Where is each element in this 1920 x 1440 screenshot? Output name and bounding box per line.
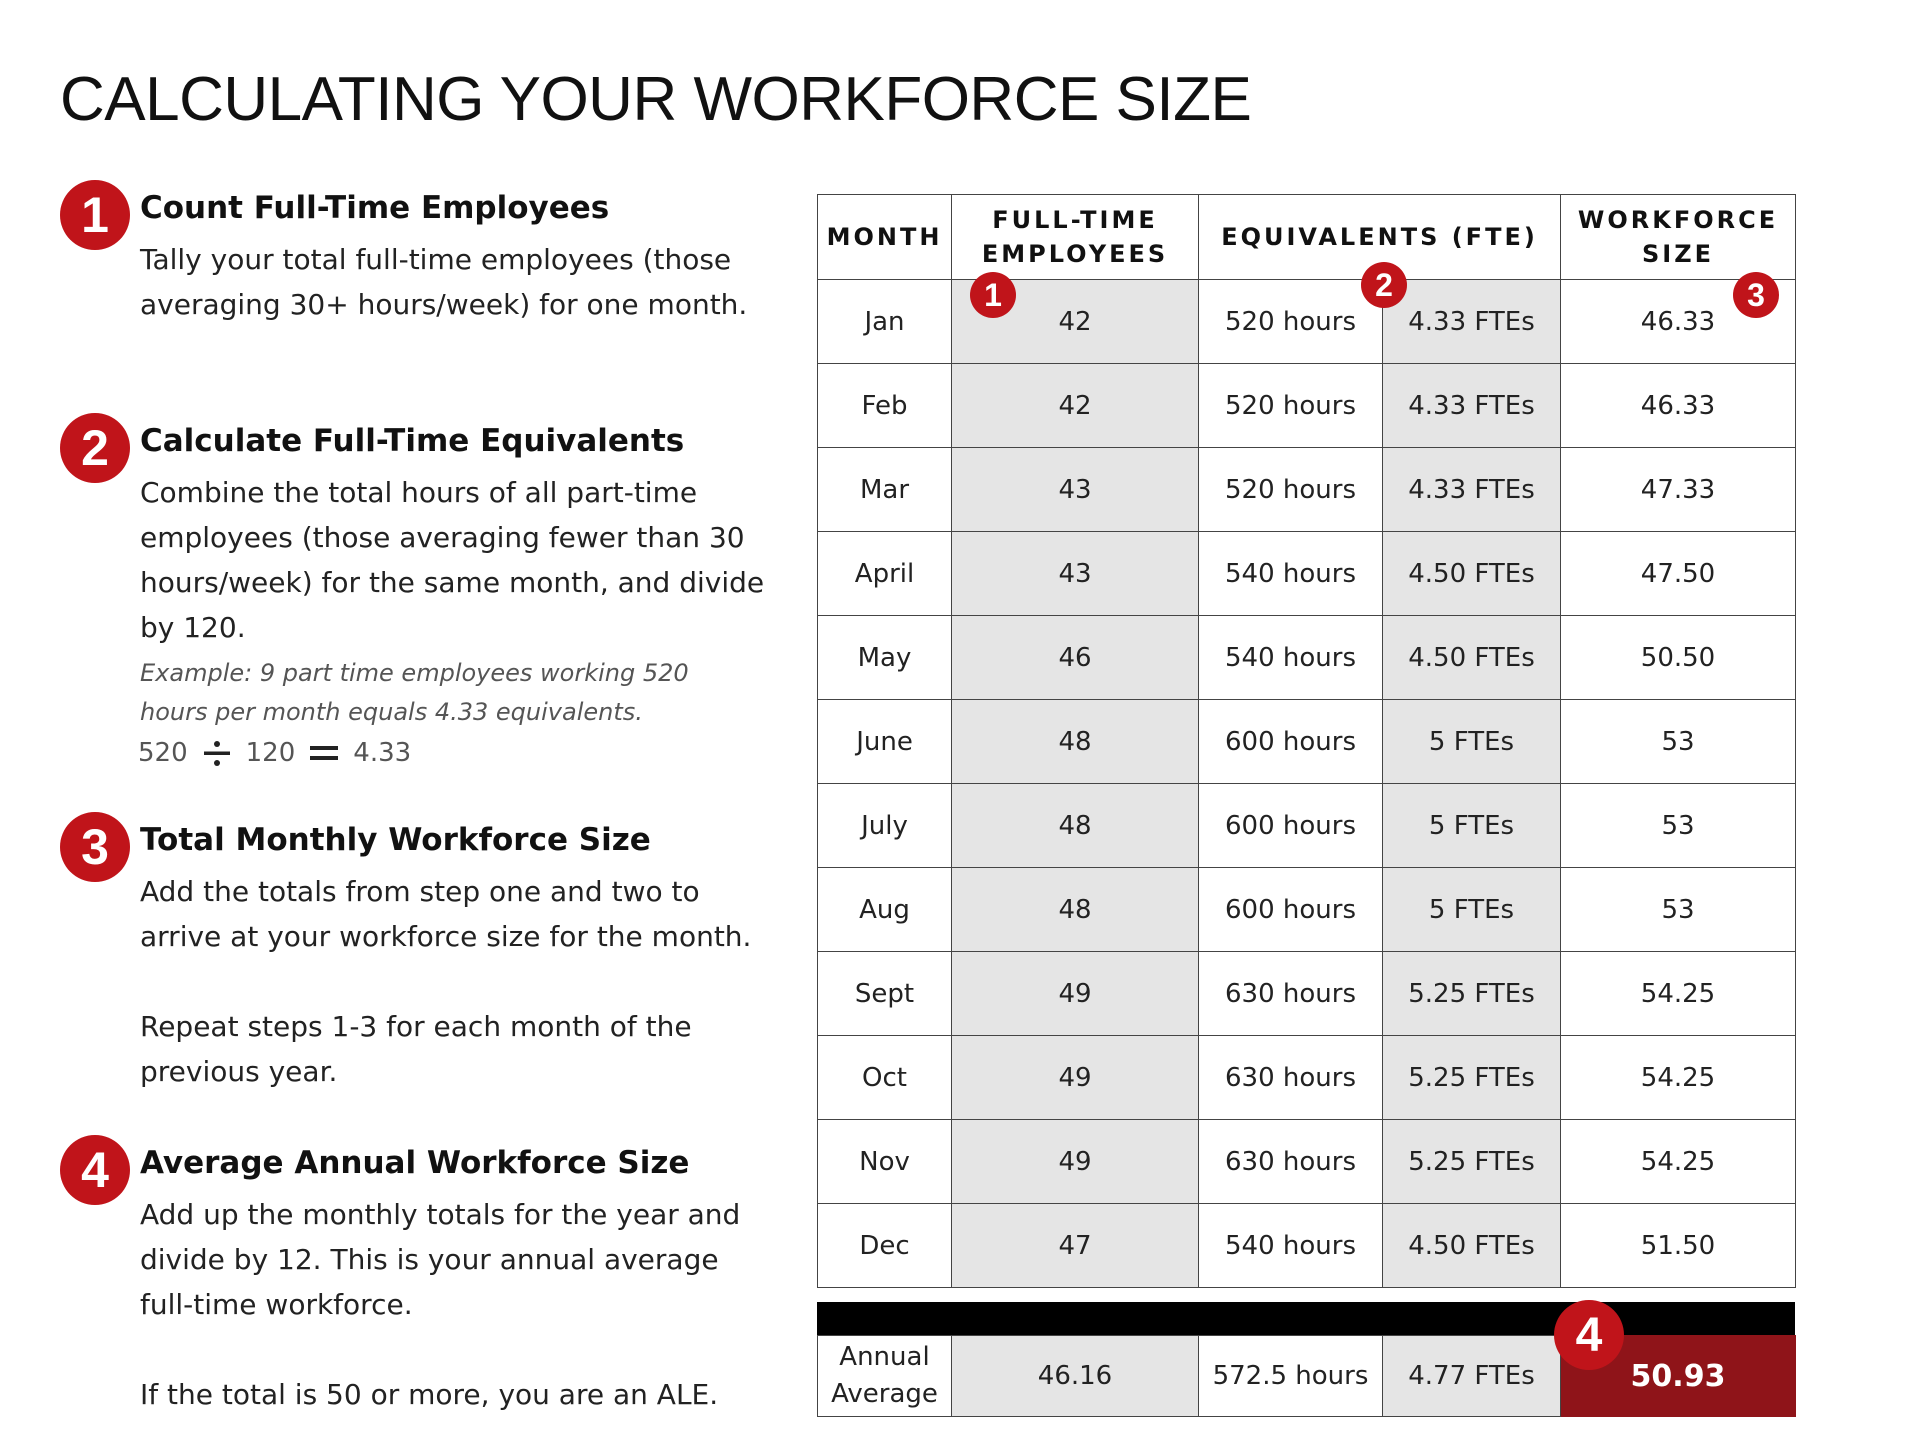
step-paragraph: Add up the monthly totals for the year and divide by 12. This is your annual average full-time workforce. bbox=[140, 1198, 741, 1322]
annual-average-row bbox=[818, 1336, 1796, 1417]
workforce-size-cell: 54.25 bbox=[1561, 952, 1796, 1036]
step-paragraph: Tally your total full-time employees (those averaging 30+ hours/week) for one month. bbox=[140, 243, 748, 322]
header-full-time-employees: FULL-TIME EMPLOYEES bbox=[952, 195, 1199, 280]
marker-badge-1: 1 bbox=[970, 272, 1016, 318]
fte-cell: 5.25 FTEs bbox=[1383, 952, 1561, 1036]
header-equivalents: EQUIVALENTS (FTE) bbox=[1199, 195, 1561, 280]
workforce-size-cell: 46.33 bbox=[1561, 364, 1796, 448]
hours-cell: 520 hours bbox=[1199, 280, 1383, 364]
annual-average-table bbox=[817, 1335, 1796, 1417]
full-time-cell: 49 bbox=[952, 1120, 1199, 1204]
table-row bbox=[818, 1120, 1796, 1204]
fte-cell: 5.25 FTEs bbox=[1383, 1036, 1561, 1120]
step-number-badge: 2 bbox=[60, 413, 130, 483]
hours-cell: 540 hours bbox=[1199, 532, 1383, 616]
step-2 bbox=[60, 413, 780, 768]
workforce-size-cell: 47.33 bbox=[1561, 448, 1796, 532]
full-time-cell: 48 bbox=[952, 700, 1199, 784]
table-row bbox=[818, 532, 1796, 616]
fte-cell: 5 FTEs bbox=[1383, 784, 1561, 868]
fte-cell: 5 FTEs bbox=[1383, 700, 1561, 784]
annual-workforce-size: 50.93 bbox=[1561, 1336, 1796, 1417]
full-time-cell: 49 bbox=[952, 952, 1199, 1036]
step-paragraph: Repeat steps 1-3 for each month of the previous year. bbox=[140, 1010, 692, 1089]
fte-cell: 4.33 FTEs bbox=[1383, 280, 1561, 364]
step-4 bbox=[60, 1135, 780, 1417]
month-cell: Sept bbox=[818, 952, 952, 1036]
step-number-badge: 1 bbox=[60, 180, 130, 250]
annual-average-label: Annual Average bbox=[818, 1336, 952, 1417]
hours-cell: 540 hours bbox=[1199, 1204, 1383, 1288]
table-header-row bbox=[818, 195, 1796, 280]
step-1 bbox=[60, 180, 780, 327]
annual-ftes: 4.77 FTEs bbox=[1383, 1336, 1561, 1417]
formula-dividend: 520 bbox=[138, 738, 188, 769]
hours-cell: 630 hours bbox=[1199, 1120, 1383, 1204]
divide-icon bbox=[202, 738, 232, 768]
table-row bbox=[818, 868, 1796, 952]
month-cell: July bbox=[818, 784, 952, 868]
formula bbox=[138, 738, 780, 768]
table-row bbox=[818, 1204, 1796, 1288]
step-heading: Calculate Full-Time Equivalents bbox=[140, 423, 685, 459]
fte-cell: 4.50 FTEs bbox=[1383, 532, 1561, 616]
step-3 bbox=[60, 812, 780, 1094]
hours-cell: 540 hours bbox=[1199, 616, 1383, 700]
full-time-cell: 42 bbox=[952, 364, 1199, 448]
step-description bbox=[140, 869, 780, 1094]
step-heading: Total Monthly Workforce Size bbox=[140, 822, 651, 858]
table-row bbox=[818, 280, 1796, 364]
month-cell: May bbox=[818, 616, 952, 700]
month-cell: Oct bbox=[818, 1036, 952, 1120]
month-cell: Mar bbox=[818, 448, 952, 532]
hours-cell: 520 hours bbox=[1199, 364, 1383, 448]
table-row bbox=[818, 364, 1796, 448]
fte-cell: 4.33 FTEs bbox=[1383, 364, 1561, 448]
full-time-cell: 48 bbox=[952, 784, 1199, 868]
hours-cell: 630 hours bbox=[1199, 952, 1383, 1036]
full-time-cell: 42 bbox=[952, 280, 1199, 364]
page-title: CALCULATING YOUR WORKFORCE SIZE bbox=[60, 65, 1252, 134]
month-cell: Dec bbox=[818, 1204, 952, 1288]
hours-cell: 520 hours bbox=[1199, 448, 1383, 532]
example-note: Example: 9 part time employees working 520 hours per month equals 4.33 equivalents. bbox=[140, 659, 689, 727]
workforce-size-cell: 53 bbox=[1561, 700, 1796, 784]
month-cell: June bbox=[818, 700, 952, 784]
fte-cell: 4.33 FTEs bbox=[1383, 448, 1561, 532]
marker-badge-3: 3 bbox=[1733, 272, 1779, 318]
marker-badge-4: 4 bbox=[1554, 1300, 1624, 1370]
month-cell: Aug bbox=[818, 868, 952, 952]
table-row bbox=[818, 448, 1796, 532]
workforce-size-cell: 50.50 bbox=[1561, 616, 1796, 700]
full-time-cell: 47 bbox=[952, 1204, 1199, 1288]
step-description bbox=[140, 1192, 780, 1417]
fte-cell: 5 FTEs bbox=[1383, 868, 1561, 952]
header-month: MONTH bbox=[818, 195, 952, 280]
table-row bbox=[818, 784, 1796, 868]
fte-cell: 4.50 FTEs bbox=[1383, 616, 1561, 700]
formula-divisor: 120 bbox=[245, 738, 296, 769]
workforce-size-cell: 47.50 bbox=[1561, 532, 1796, 616]
hours-cell: 630 hours bbox=[1199, 1036, 1383, 1120]
step-heading: Count Full-Time Employees bbox=[140, 190, 610, 226]
workforce-size-cell: 46.33 bbox=[1561, 280, 1796, 364]
annual-full-time: 46.16 bbox=[952, 1336, 1199, 1417]
table-row bbox=[818, 952, 1796, 1036]
fte-cell: 5.25 FTEs bbox=[1383, 1120, 1561, 1204]
month-cell: Feb bbox=[818, 364, 952, 448]
workforce-size-cell: 51.50 bbox=[1561, 1204, 1796, 1288]
workforce-size-cell: 53 bbox=[1561, 784, 1796, 868]
full-time-cell: 46 bbox=[952, 616, 1199, 700]
step-paragraph: Combine the total hours of all part-time employees (those averaging fewer than 30 hours/week) for the same month, and divide by 120. bbox=[140, 476, 765, 645]
hours-cell: 600 hours bbox=[1199, 784, 1383, 868]
step-paragraph: Add the totals from step one and two to arrive at your workforce size for the month. bbox=[140, 875, 752, 954]
workforce-size-cell: 53 bbox=[1561, 868, 1796, 952]
equals-icon bbox=[309, 738, 339, 768]
table-row bbox=[818, 1036, 1796, 1120]
month-cell: Nov bbox=[818, 1120, 952, 1204]
formula-result: 4.33 bbox=[353, 738, 412, 769]
full-time-cell: 48 bbox=[952, 868, 1199, 952]
full-time-cell: 43 bbox=[952, 532, 1199, 616]
hours-cell: 600 hours bbox=[1199, 700, 1383, 784]
step-paragraph: If the total is 50 or more, you are an ALE. bbox=[140, 1378, 719, 1412]
fte-cell: 4.50 FTEs bbox=[1383, 1204, 1561, 1288]
marker-badge-2: 2 bbox=[1361, 262, 1407, 308]
annual-hours: 572.5 hours bbox=[1199, 1336, 1383, 1417]
header-workforce-size: WORKFORCE SIZE bbox=[1561, 195, 1796, 280]
table-row bbox=[818, 700, 1796, 784]
step-number-badge: 3 bbox=[60, 812, 130, 882]
month-cell: April bbox=[818, 532, 952, 616]
workforce-size-cell: 54.25 bbox=[1561, 1036, 1796, 1120]
step-heading: Average Annual Workforce Size bbox=[140, 1145, 690, 1181]
full-time-cell: 49 bbox=[952, 1036, 1199, 1120]
step-description bbox=[140, 470, 780, 650]
annual-divider-bar bbox=[817, 1302, 1795, 1335]
step-number-badge: 4 bbox=[60, 1135, 130, 1205]
month-cell: Jan bbox=[818, 280, 952, 364]
full-time-cell: 43 bbox=[952, 448, 1199, 532]
workforce-table bbox=[817, 194, 1796, 1288]
hours-cell: 600 hours bbox=[1199, 868, 1383, 952]
table-row bbox=[818, 616, 1796, 700]
workforce-size-cell: 54.25 bbox=[1561, 1120, 1796, 1204]
step-description bbox=[140, 237, 780, 327]
